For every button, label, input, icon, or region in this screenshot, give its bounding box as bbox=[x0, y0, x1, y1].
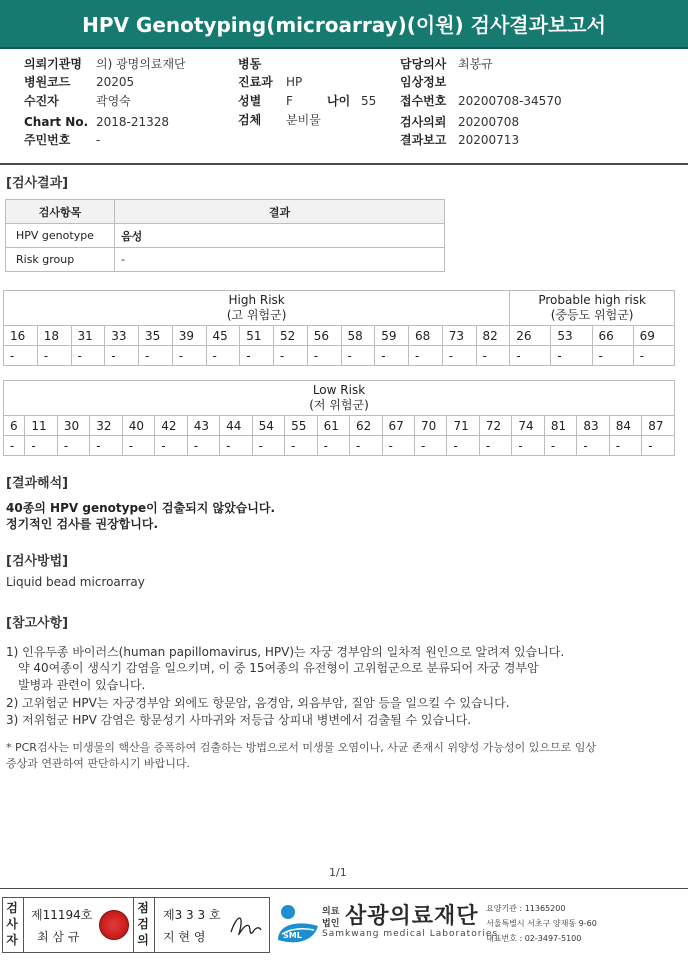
genotype-label: 55 bbox=[285, 416, 317, 436]
org-prefix-top: 의료 bbox=[322, 907, 340, 917]
interpretation-line-1: 40종의 HPV genotype이 검출되지 않았습니다. bbox=[6, 501, 276, 515]
sex-value: F bbox=[286, 94, 293, 108]
dept-label: 진료과 bbox=[238, 75, 273, 89]
genotype-label: 69 bbox=[633, 326, 674, 346]
method-text: Liquid bead microarray bbox=[6, 575, 145, 589]
genotype-label: 72 bbox=[479, 416, 511, 436]
genotype-label: 61 bbox=[317, 416, 349, 436]
genotype-label: 32 bbox=[90, 416, 122, 436]
genotype-label: 26 bbox=[510, 326, 551, 346]
genotype-result: - bbox=[341, 346, 375, 366]
org-address: 서울특별시 서초구 양재동 9-60 bbox=[486, 919, 597, 928]
table-row bbox=[6, 248, 445, 272]
reference-line-1: 1) 인유두종 바이러스(human papillomavirus, HPV)는 자궁 경부암의 일차적 원인으로 알려져 있습니다. bbox=[6, 645, 565, 659]
verifier-license: 제3 3 3 호 bbox=[163, 908, 221, 922]
genotype-result: - bbox=[442, 346, 476, 366]
genotype-result: - bbox=[551, 346, 592, 366]
genotype-result: - bbox=[414, 436, 446, 456]
result-item: HPV genotype bbox=[6, 224, 115, 248]
interpretation-line-2: 정기적인 검사를 권장합니다. bbox=[6, 517, 159, 531]
result-value: 음성 bbox=[115, 224, 445, 248]
genotype-label: 67 bbox=[382, 416, 414, 436]
verifier-label: 점검의 bbox=[137, 901, 149, 947]
chart-label: Chart No. bbox=[24, 115, 89, 129]
genotype-result: - bbox=[479, 436, 511, 456]
report-title: HPV Genotyping(microarray)(이원) 검사결과보고서 bbox=[0, 0, 688, 49]
genotype-label: 51 bbox=[240, 326, 274, 346]
low-risk-table bbox=[3, 380, 675, 456]
genotype-label: 53 bbox=[551, 326, 592, 346]
col-result-header: 결과 bbox=[115, 200, 445, 224]
genotype-label: 66 bbox=[592, 326, 633, 346]
genotype-result: - bbox=[476, 346, 510, 366]
org-code: 요양기관 : 11365200 bbox=[486, 904, 566, 913]
org-prefix-bottom: 법인 bbox=[322, 919, 340, 929]
verifier-label-divider-left bbox=[133, 898, 134, 952]
genotype-result: - bbox=[577, 436, 609, 456]
genotype-label: 82 bbox=[476, 326, 510, 346]
genotype-label: 56 bbox=[307, 326, 341, 346]
reference-line-4: 2) 고위험군 HPV는 자궁경부암 외에도 항문암, 음경암, 외음부암, 질암 등을 일으킬 수 있습니다. bbox=[6, 696, 510, 710]
genotype-label: 39 bbox=[172, 326, 206, 346]
genotype-label: 42 bbox=[155, 416, 187, 436]
genotype-result: - bbox=[139, 346, 173, 366]
genotype-result: - bbox=[512, 436, 544, 456]
genotype-label: 81 bbox=[544, 416, 576, 436]
col-item-header: 검사항목 bbox=[6, 200, 115, 224]
genotype-label: 33 bbox=[105, 326, 139, 346]
reference-note-1: * PCR검사는 미생물의 핵산을 증폭하여 검출하는 방법으로서 미생물 오염이나, 사균 존재시 위양성 가능성이 있으므로 임상 bbox=[6, 741, 596, 754]
patient-value: 곽영숙 bbox=[96, 94, 131, 108]
genotype-label: 16 bbox=[4, 326, 38, 346]
genotype-label: 6 bbox=[4, 416, 25, 436]
patient-label: 수진자 bbox=[24, 94, 59, 108]
genotype-result: - bbox=[4, 436, 25, 456]
genotype-label: 31 bbox=[71, 326, 105, 346]
genotype-label: 74 bbox=[512, 416, 544, 436]
sex-label: 성별 bbox=[238, 94, 262, 108]
genotype-label: 59 bbox=[375, 326, 409, 346]
genotype-label: 44 bbox=[220, 416, 252, 436]
genotype-result: - bbox=[317, 436, 349, 456]
genotype-result: - bbox=[307, 346, 341, 366]
genotype-label: 87 bbox=[642, 416, 675, 436]
verifier-name: 지 현 영 bbox=[163, 930, 206, 944]
signature-box bbox=[2, 897, 270, 953]
genotype-result: - bbox=[544, 436, 576, 456]
genotype-result: - bbox=[350, 436, 382, 456]
genotype-result: - bbox=[71, 346, 105, 366]
org-name: 삼광의료재단 bbox=[345, 904, 479, 929]
genotype-label: 52 bbox=[274, 326, 308, 346]
genotype-result: - bbox=[409, 346, 443, 366]
genotype-result: - bbox=[57, 436, 89, 456]
genotype-label: 40 bbox=[122, 416, 154, 436]
genotype-result: - bbox=[155, 436, 187, 456]
dept-value: HP bbox=[286, 75, 303, 89]
genotype-result: - bbox=[633, 346, 674, 366]
header-divider bbox=[0, 163, 688, 165]
specimen-value: 분비물 bbox=[286, 113, 321, 127]
probable-risk-group-header: Probable high risk (중등도 위험군) bbox=[510, 291, 675, 326]
genotype-label: 58 bbox=[341, 326, 375, 346]
genotype-result: - bbox=[206, 346, 240, 366]
verifier-label-divider bbox=[154, 898, 155, 952]
genotype-label: 54 bbox=[252, 416, 284, 436]
resident-label: 주민번호 bbox=[24, 133, 71, 147]
high-risk-group-header: High Risk (고 위험군) bbox=[4, 291, 510, 326]
examiner-seal-icon bbox=[99, 910, 129, 940]
specimen-label: 검체 bbox=[238, 113, 262, 127]
interpretation-section-title: [결과해석] bbox=[6, 476, 69, 491]
reference-note-2: 증상과 연관하여 판단하시기 바랍니다. bbox=[6, 757, 191, 770]
genotype-label: 35 bbox=[139, 326, 173, 346]
genotype-result: - bbox=[105, 346, 139, 366]
institution-label: 의뢰기관명 bbox=[24, 57, 82, 71]
genotype-result: - bbox=[37, 346, 71, 366]
genotype-result: - bbox=[274, 346, 308, 366]
doctor-value: 최봉규 bbox=[458, 57, 493, 71]
reference-section-title: [참고사항] bbox=[6, 616, 69, 631]
genotype-result: - bbox=[220, 436, 252, 456]
hospital-code-value: 20205 bbox=[96, 75, 135, 89]
logo-text: SML bbox=[283, 931, 302, 940]
genotype-result: - bbox=[285, 436, 317, 456]
high-risk-table bbox=[3, 290, 675, 366]
genotype-label: 71 bbox=[447, 416, 479, 436]
hospital-code-label: 병원코드 bbox=[24, 75, 71, 89]
chart-value: 2018-21328 bbox=[96, 115, 170, 129]
age-label: 나이 bbox=[327, 94, 351, 108]
result-item: Risk group bbox=[6, 248, 115, 272]
genotype-label: 18 bbox=[37, 326, 71, 346]
genotype-result: - bbox=[447, 436, 479, 456]
genotype-label: 70 bbox=[414, 416, 446, 436]
genotype-label: 68 bbox=[409, 326, 443, 346]
age-value: 55 bbox=[361, 94, 377, 108]
genotype-label: 62 bbox=[350, 416, 382, 436]
genotype-label: 84 bbox=[609, 416, 641, 436]
request-value: 20200708 bbox=[458, 115, 520, 129]
genotype-result: - bbox=[510, 346, 551, 366]
genotype-result: - bbox=[609, 436, 641, 456]
reference-line-2: 약 40여종이 생식기 감염을 일으키며, 이 중 15여종의 유전형이 고위험군으로 분류되어 자궁 경부암 bbox=[18, 661, 539, 675]
request-label: 검사의뢰 bbox=[400, 115, 447, 129]
page-number: 1/1 bbox=[329, 866, 347, 879]
reference-line-3: 발병과 관련이 있습니다. bbox=[18, 678, 146, 692]
genotype-label: 45 bbox=[206, 326, 240, 346]
genotype-result: - bbox=[25, 436, 57, 456]
genotype-result: - bbox=[252, 436, 284, 456]
genotype-result: - bbox=[172, 346, 206, 366]
result-value: - bbox=[115, 248, 445, 272]
resident-value: - bbox=[96, 133, 101, 147]
sml-logo-icon bbox=[274, 900, 322, 948]
institution-value: 의) 광명의료재단 bbox=[96, 57, 186, 71]
genotype-result: - bbox=[375, 346, 409, 366]
genotype-result: - bbox=[382, 436, 414, 456]
genotype-result: - bbox=[187, 436, 219, 456]
receipt-label: 접수번호 bbox=[400, 94, 447, 108]
genotype-result: - bbox=[122, 436, 154, 456]
report-date-value: 20200713 bbox=[458, 133, 520, 147]
genotype-label: 83 bbox=[577, 416, 609, 436]
org-phone: 대표번호 : 02-3497-5100 bbox=[486, 934, 582, 943]
ward-label: 병동 bbox=[238, 57, 262, 71]
receipt-value: 20200708-34570 bbox=[458, 94, 562, 108]
reference-line-5: 3) 저위험군 HPV 감염은 항문성기 사마귀와 저등급 상피내 병변에서 검출될 수 있습니다. bbox=[6, 713, 472, 727]
examiner-name: 최 삼 규 bbox=[37, 930, 80, 944]
genotype-label: 43 bbox=[187, 416, 219, 436]
examiner-license: 제11194호 bbox=[31, 908, 93, 922]
low-risk-group-header: Low Risk (저 위험군) bbox=[4, 381, 675, 416]
genotype-result: - bbox=[592, 346, 633, 366]
examiner-label: 검사자 bbox=[6, 901, 18, 947]
header-info bbox=[0, 55, 688, 150]
signature-icon bbox=[225, 908, 265, 942]
genotype-result: - bbox=[90, 436, 122, 456]
genotype-result: - bbox=[4, 346, 38, 366]
clinical-label: 임상정보 bbox=[400, 75, 447, 89]
genotype-result: - bbox=[240, 346, 274, 366]
genotype-label: 73 bbox=[442, 326, 476, 346]
table-row bbox=[6, 224, 445, 248]
doctor-label: 담당의사 bbox=[400, 57, 447, 71]
method-section-title: [검사방법] bbox=[6, 554, 69, 569]
genotype-label: 11 bbox=[25, 416, 57, 436]
genotype-label: 30 bbox=[57, 416, 89, 436]
genotype-result: - bbox=[642, 436, 675, 456]
results-table bbox=[5, 199, 445, 272]
examiner-label-divider bbox=[23, 898, 24, 952]
footer-divider bbox=[0, 888, 688, 889]
report-date-label: 결과보고 bbox=[400, 133, 447, 147]
org-english-name: Samkwang medical Laboratories bbox=[322, 929, 499, 939]
results-section-title: [검사결과] bbox=[6, 176, 69, 191]
